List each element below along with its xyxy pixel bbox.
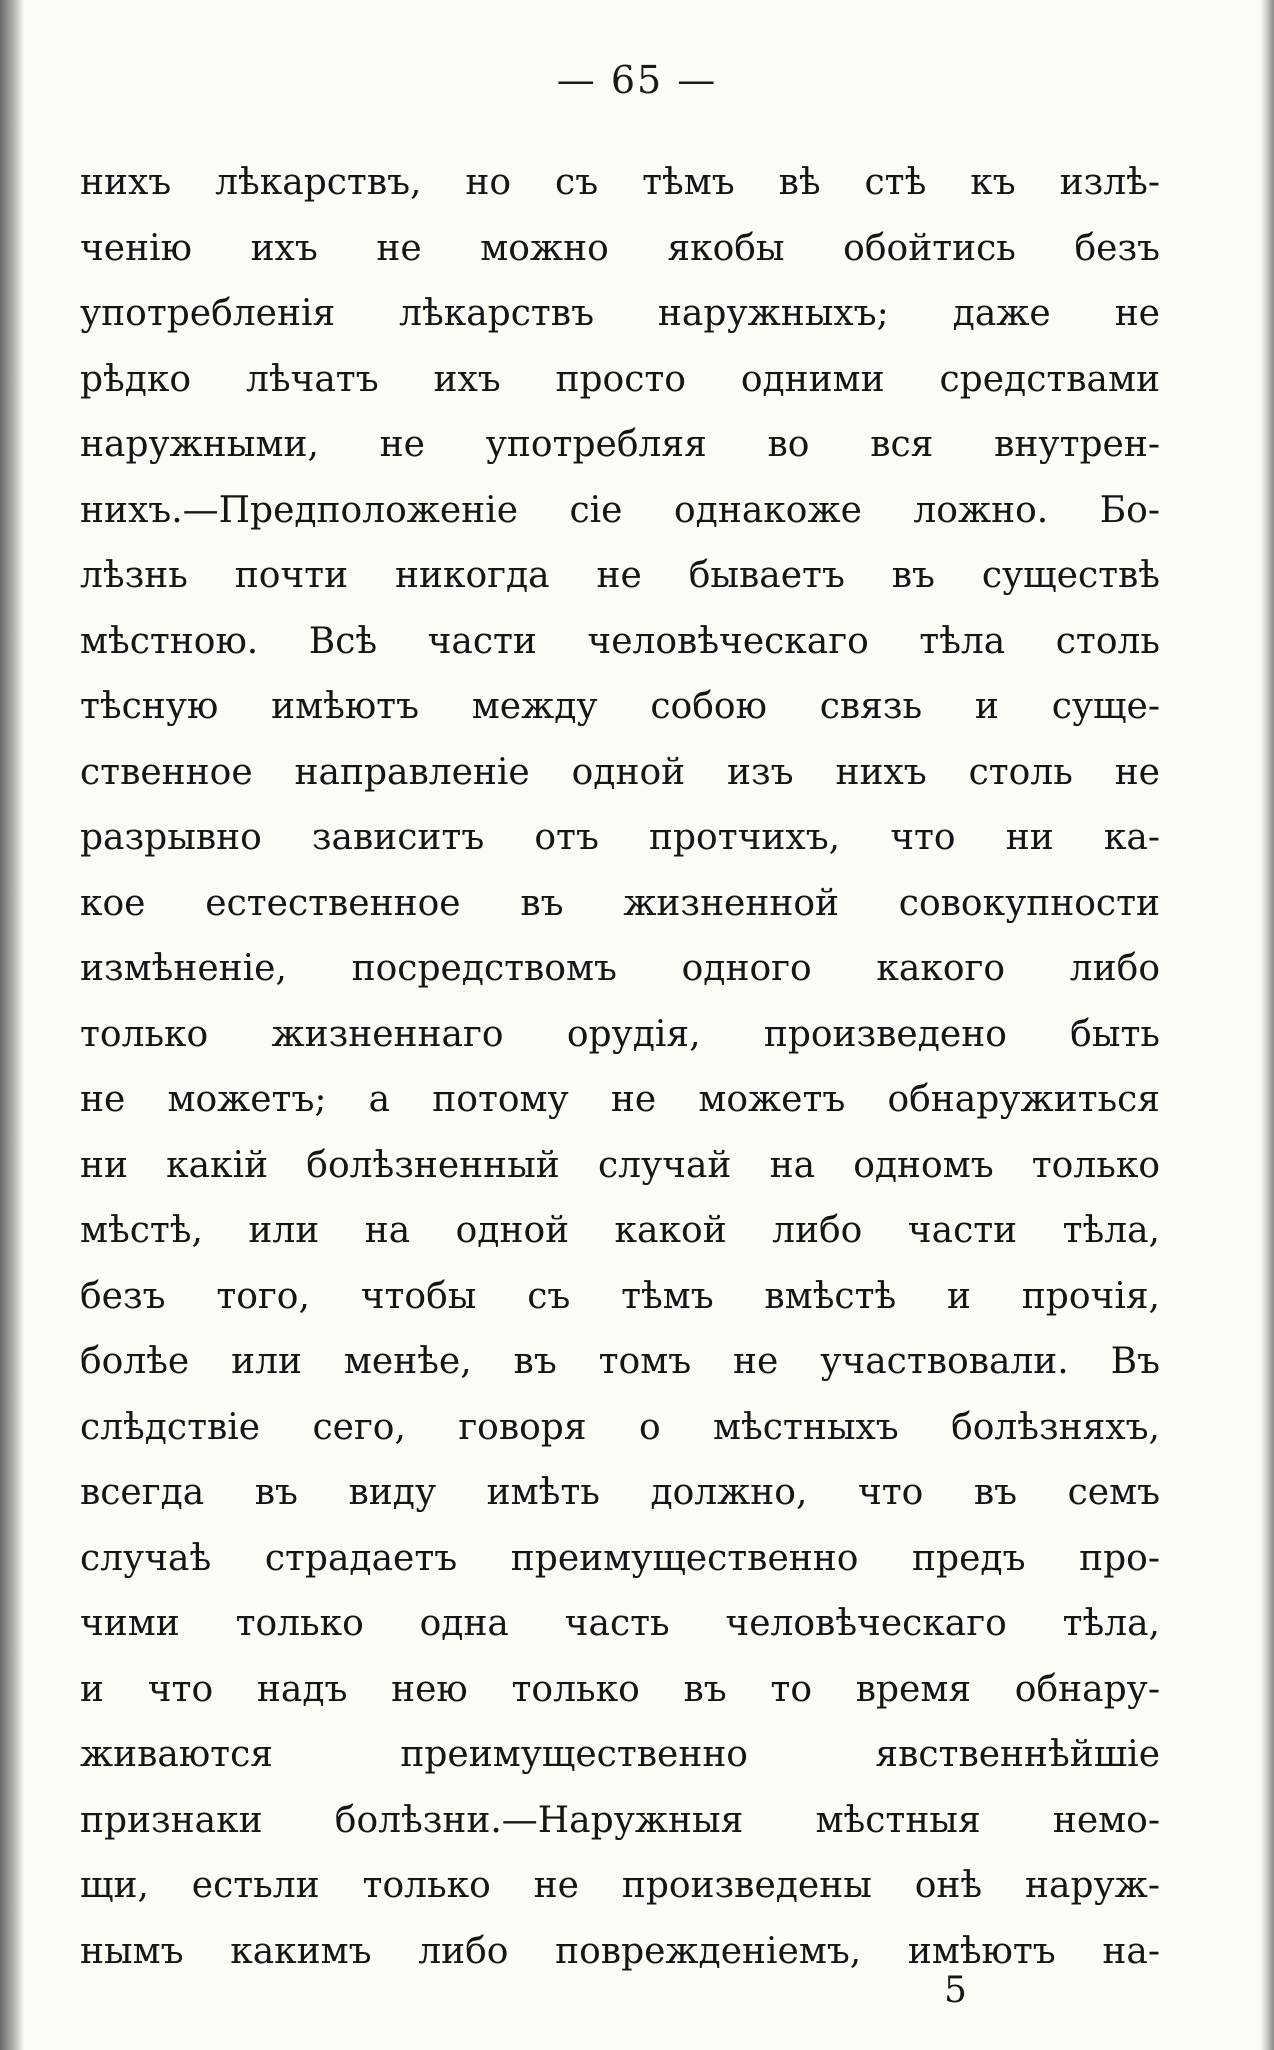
text-line: разрывно зависитъ отъ протчихъ, что ни ка- (80, 817, 1160, 858)
text-line: измѣненіе, посредствомъ одного какого либо (80, 948, 1160, 989)
text-line: признаки болѣзни.—Наружныя мѣстныя немо- (80, 1799, 1160, 1841)
text-line: лѣзнь почти никогда не бываетъ въ существѣ (80, 555, 1160, 596)
text-line: живаются преимущественно явственнѣйшіе (80, 1734, 1160, 1775)
text-line: чими только одна часть человѣческаго тѣла, (80, 1603, 1160, 1644)
text-line: мѣстною. Всѣ части человѣческаго тѣла столь (80, 620, 1160, 662)
text-line: ченію ихъ не можно якобы обойтись безъ (80, 227, 1160, 269)
text-line: мѣстѣ, или на одной какой либо части тѣла, (80, 1210, 1160, 1251)
text-line: щи, естьли только не произведены онѣ наруж- (80, 1865, 1160, 1906)
text-line: и что надъ нею только въ то время обнару- (80, 1668, 1160, 1710)
text-line: рѣдко лѣчатъ ихъ просто одними средствами (80, 358, 1160, 400)
text-line: кое естественное въ жизненной совокупности (80, 882, 1160, 924)
binding-shadow (0, 0, 24, 2050)
text-line: всегда въ виду имѣть должно, что въ семъ (80, 1472, 1160, 1513)
text-line: нихъ лѣкарствъ, но съ тѣмъ вѣ стѣ къ излѣ- (80, 162, 1160, 203)
edge-shadow (1260, 0, 1274, 2050)
text-line: нымъ какимъ либо поврежденіемъ, имѣютъ на- (80, 1930, 1160, 1972)
text-line: слѣдствіе сего, говоря о мѣстныхъ болѣзняхъ, (80, 1406, 1160, 1448)
signature-mark: 5 (944, 1970, 967, 2011)
text-line: тѣсную имѣютъ между собою связь и суще- (80, 686, 1160, 727)
body-text (80, 150, 1160, 1984)
text-line: случаѣ страдаетъ преимущественно предъ про- (80, 1537, 1160, 1579)
text-line: наружными, не употребляя во вся внутрен- (80, 424, 1160, 465)
text-line: ственное направленіе одной изъ нихъ столь не (80, 751, 1160, 793)
text-line: ни какій болѣзненный случай на одномъ только (80, 1144, 1160, 1186)
text-line: нихъ.—Предположеніе сіе однакоже ложно. Бо- (80, 489, 1160, 531)
text-line: безъ того, чтобы съ тѣмъ вмѣстѣ и прочія, (80, 1275, 1160, 1317)
text-line: не можетъ; а потому не можетъ обнаружиться (80, 1079, 1160, 1120)
text-line: только жизненнаго орудія, произведено быть (80, 1013, 1160, 1055)
page-number: — 65 — (556, 58, 718, 102)
text-line: болѣе или менѣе, въ томъ не участвовали. Въ (80, 1341, 1160, 1382)
text-line: употребленія лѣкарствъ наружныхъ; даже не (80, 293, 1160, 334)
